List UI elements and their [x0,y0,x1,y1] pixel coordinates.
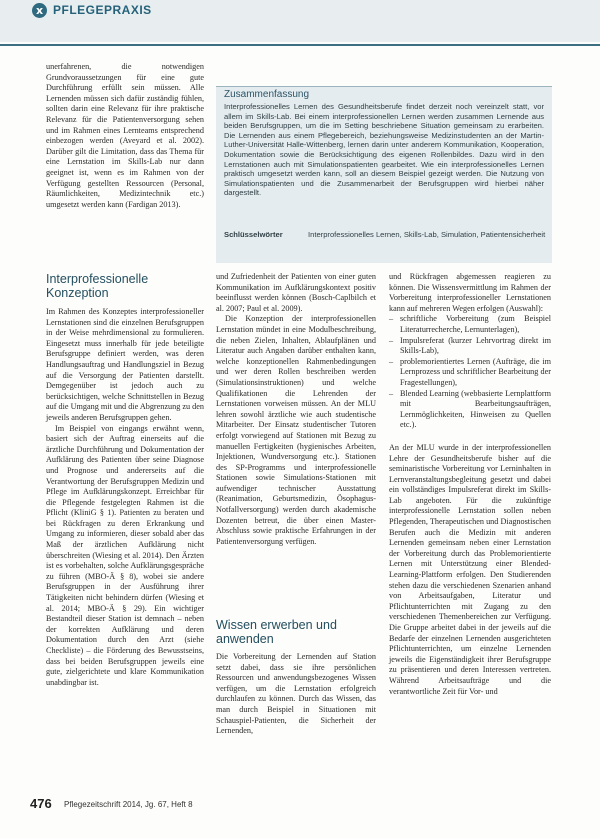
paragraph: Die Konzeption der interprofessionellen Lernstation mündet in eine Modulbeschreibung, die neben Zielen, Inhalten, Ablaufplänen und Literatur auch Angaben darüber enthalten kann, welche konzeptionellen Rahmenbedingungen und wer deren Rollen beschreiben werden (Simulationsinstruktionen) und welche Qualifikationen die Lehrenden der Lernstationen vorweisen müssen. An der MLU lehren sowohl ärztliche wie auch studentische Mitarbeiter. Der Einsatz studentischer Tutoren erfolgt vorwiegend auf Stationen mit Bezug zu manuellen Fertigkeiten (hygienisches Arbeiten, Injektionen, Wundversorgung etc.). Stationen des SP-Programms und interprofessionelle Stationen sowie Simulations-Stationen mit aufwendiger technischer Ausstattung (Reanimation, Geburtsmedizin, Ösophagus-Notfallversorgung) werden durch akademische Dozenten betreut, die über einen Master-Abschluss sowie praktische Erfahrungen in der Patientenversorgung verfügen. [216,314,376,546]
journal-citation: Pflegezeitschrift 2014, Jg. 67, Heft 8 [64,800,193,809]
heading-interprofessional-conception: Interprofessionelle Konzeption [46,272,149,300]
paragraph: Die Vorbereitung der Lernenden auf Station setzt dabei, dass sie ihre persönlichen Ressourcen und anwendungsbezogenes Wissen verfügen, um die Lernstation erfolgreich durchlaufen zu können. Durch das Wissen, das man durch Beispiel in Situationen mit Schauspiel-Patienten, die Sicherheit der Lernenden, [216,652,376,736]
keywords-label: Schlüsselwörter [224,230,283,239]
x-circle-icon: x [32,3,47,18]
summary-title: Zusammenfassung [224,89,310,100]
list-item: – Blended Learning (webbasierte Lernplattform mit Bearbeitungsaufträgen, Lernmöglichkeiten, Hinweisen zu Quellen etc.). [389,389,551,431]
section-title: PFLEGEPRAXIS [53,3,152,17]
paragraph: An der MLU wurde in der interprofessionellen Lehre der Gesundheitsberufe bisher auf die seminaristische Vorbereitung vor Lerninhalten in Lernveranstaltungsbegleitung gesetzt und dabei ein vollständiges Impulsreferat direkt im Skills-Lab angeboten. Für die zukünftige interprofessionelle Lernstation sollen neben Pflegenden, Therapeutischen und Diagnostischen Berufen auch die Medizin mit anderen Lernenden gemeinsam neben einer Lernstation der Vorbereitung durch das Problemorientierte Lernen mit Unterstützung einer Blended-Learning-Plattform erfolgen. Den Studierenden stehen dazu die verschiedenen Szenarien anhand von Arbeitsaufgaben, Literatur und Pflichtunterrichten mit Zugang zu den verschiedenen Themenbereichen zur Verfügung. Die Gruppe arbeitet dabei in der jeweils auf die Bedarfe der einzelnen Lernenden ausgerichteten Pflichtunterrichten, um einzelne Lernenden jeweils die Eigenständigkeit ihrer Berufsgruppe zu präsentieren und deren Interessen vertreten. Während Arbeitsaufträge und die verantwortliche Zeit für Vor- und [389,442,551,696]
paragraph: Im Beispiel von eingangs erwähnt wenn, basiert sich der Auftrag einerseits auf die ärztliche Durchführung und Dokumentation der Aufklärung des Patienten über seine Diagnose und Prognose und andererseits auf die Verantwortung der Berufsgruppen Medizin und Pflege im Aufklärungskonzept. Erreichbar für die Pflegende festgelegten Rahmen ist die Pflicht (KliniG § 1). Patienten zu beraten und bei Rückfragen zu deren Erkrankung und Umgang zu informieren, dieser sobald aber das Maß der ärztlichen Aufklärung nicht überschreiten (Wiesing et al. 2014). Den Ärzten ist es vorbehalten, solche Aufklärungsgespräche zu führen (MBO-Ä § 8), wobei sie andere Berufsgruppen in der Ausführung ihrer Tätigkeiten nicht behindern dürfen (Wiesing et al. 2014; MBO-Ä § 29). Ein wichtiger Bestandteil dieser Station ist demnach – neben der korrekten Aufklärung und deren Dokumentation durch den Arzt (siehe Checkliste) – die Förderung des Bewusstseins, dass bei beiden Berufsgruppen jeweils eine gute, zielgerichtete und klare Kommunikation unabdingbar ist. [46,423,204,687]
paragraph: und Zufriedenheit der Patienten von einer guten Kommunikation im Aufklärungskontext positiv beeinflusst werden können (Bosch-Caplbilch et al. 2007; Paul et al. 2009). [216,272,376,313]
list-item: – Impulsreferat (kurzer Lehrvortrag direkt im Skills-Lab), [389,336,551,357]
summary-body: Interprofessionelles Lernen des Gesundheitsberufe findet derzeit noch vereinzelt statt, vor allem im Skills-Lab. Bei einem interprofessionellen Lernen werden zusammen Lernende aus beiden Berufsgruppen, um die im Setting beschriebene Situation gemeinsam zu erarbeiten. Die Lernenden aus einem Pflegebereich, beziehungsweise Medizinstudenten an der Martin-Luther-Universität Halle-Wittenberg, lernen darin unter anderem Kommunikation, Kooperation, Dokumentation sowie die Berücksichtigung des eigenen Rollenbildes. Dazu wird in den Lernstationen auch mit Simulationspatienten gearbeitet. Wie ein interprofessionelles Lernen praktisch umgesetzt werden kann, soll an diesem Beispiel gezeigt werden. Die Nutzung von Simulationspatienten und die Zusammenarbeit der Berufsgruppen wird hierbei näher dargestellt. [224,102,544,198]
paragraph: und Rückfragen abgemessen reagieren zu können. Die Wissensvermittlung im Rahmen der Vorbereitung interprofessioneller Lernstationen kann auf mehreren Wegen erfolgen (Auswahl): [389,272,551,313]
list-item: – problemorientiertes Lernen (Aufträge, die im Lernprozess und schriftlicher Bearbeitung der Fragestellungen), [389,357,551,389]
page-number: 476 [30,796,52,811]
keywords-list: Interprofessionelles Lernen, Skills-Lab, Simulation, Patientensicherheit [308,230,546,239]
paragraph: unerfahrenen, die notwendigen Grundvoraussetzungen für eine gute Durchführung erfüllt sein müssen. Alle Lernenden müssen sich dafür zuständig fühlen, sollten darin eine Relevanz für ihre praktische Relevanz für die Patientenversorgung sehen und im Rahmen eines Lernteams entsprechend einbezogen werden (Aveyard et al. 2002). Darüber gilt die Limitation, dass das Thema für eine Lernstation im Skills-Lab nur dann geeignet ist, wenn es im Rahmen von der Verfügung gestellten Ressourcen (Personal, Räumlichkeiten, Medizintechnik etc.) umgesetzt werden kann (Fardigan 2013). [46,62,204,209]
column-3 [389,272,551,697]
summary-box [216,86,552,263]
column-1-top [46,62,204,210]
method-list [389,314,551,431]
header-rule [0,44,600,46]
heading-acquire-knowledge: Wissen erwerben und anwenden [216,618,337,646]
paragraph: Im Rahmen des Konzeptes interprofessioneller Lernstationen sind die einzelnen Berufsgruppen in der Weise mehrdimensional zu formulieren. Eingesetzt muss innerhalb für jede beteiligte Berufsgruppe definiert werden, was deren Handlungsauftrag und Handlungsziel in Bezug auf die Versorgung der Patienten darstellt. Demgegenüber ist jedoch auch zu berücksichtigen, welche Schnittstellen in Bezug auf die Umgang mit und die Abgrenzung zu den jeweils anderen Berufsgruppen gehen. [46,307,204,422]
column-2 [216,272,376,547]
page-footer [30,796,570,812]
column-2-after [216,652,376,737]
column-1-main [46,307,204,688]
list-item: – schriftliche Vorbereitung (zum Beispiel Literaturrecherche, Lernunterlagen), [389,314,551,335]
